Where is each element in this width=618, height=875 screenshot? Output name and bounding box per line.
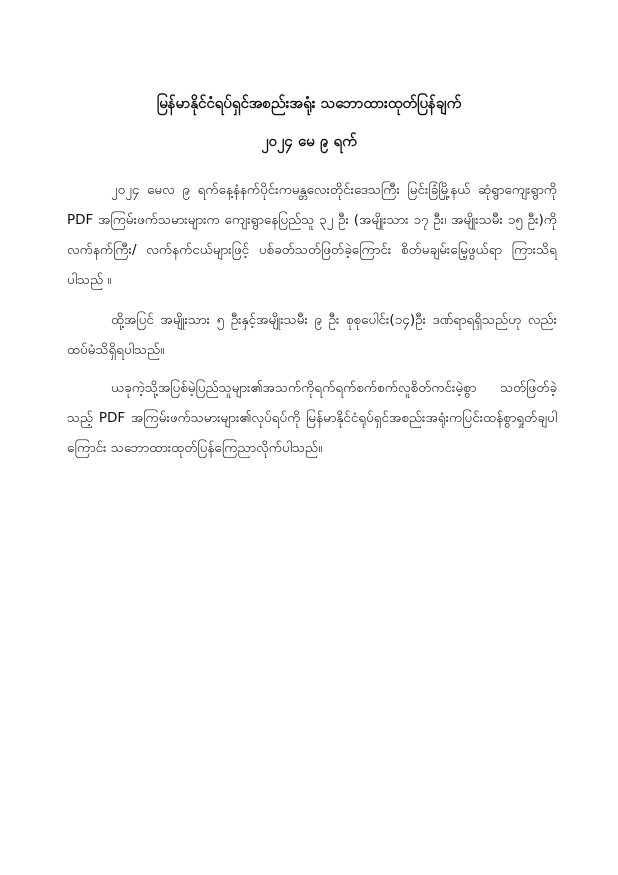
paragraph-1-block [67, 175, 557, 295]
paragraph-3-block [67, 373, 557, 463]
paragraph-2-block [67, 305, 557, 365]
document-title: မြန်မာနိုင်ငံရပ်ရှင်အစည်းအရုံး သဘောထားထုတ်ပြန်ချက် [156, 94, 462, 112]
paragraph-3: ယခုကဲ့သို့အပြစ်မဲ့ပြည်သူများ၏အသက်ကိုရက်ရက်စက်စက်လူစိတ်ကင်းမဲ့စွာ သတ်ဖြတ်ခဲ့သည့် PDF အကြမ်းဖက်သမားများ၏လုပ်ရပ်ကို မြန်မာနိုင်ငံရုပ်ရှင်အစည်းအရုံးကပြင်းထန်စွာရှုတ်ချပါကြောင်း သဘောထားထုတ်ပြန်ကြေညာလိုက်ပါသည်။ [67, 380, 557, 456]
document-date: ၂၀၂၄ မေ ၉ ရက် [261, 132, 357, 150]
paragraph-1: ၂၀၂၄ မေလ ၉ ရက်နေ့နံနက်ပိုင်းကမန္တလေးတိုင်းဒေသကြီး မြင်းခြံမြို့နယ် ဆုံရွာကျေးရွာကို PDF အကြမ်းဖက်သမားများက ကျေးရွာနေပြည်သူ ၃၂ ဦး (အမျိုးသား ၁၇ ဦး၊ အမျိုးသမီး ၁၅ ဦး)ကို လက်နက်ကြီး/ လက်နက်ငယ်များဖြင့် ပစ်ခတ်သတ်ဖြတ်ခဲ့ကြောင်း စိတ်မချမ်းမြေ့ဖွယ်ရာ ကြားသိရပါသည် ။ [67, 182, 557, 288]
paragraph-2: ထို့အပြင် အမျိုးသား ၅ ဦးနှင့်အမျိုးသမီး ၉ ဦး စုစုပေါင်း(၁၄)ဦး ဒဏ်ရာရရှိသည်ဟု လည်းထပ်မံသိရှိရပါသည်။ [67, 312, 557, 358]
